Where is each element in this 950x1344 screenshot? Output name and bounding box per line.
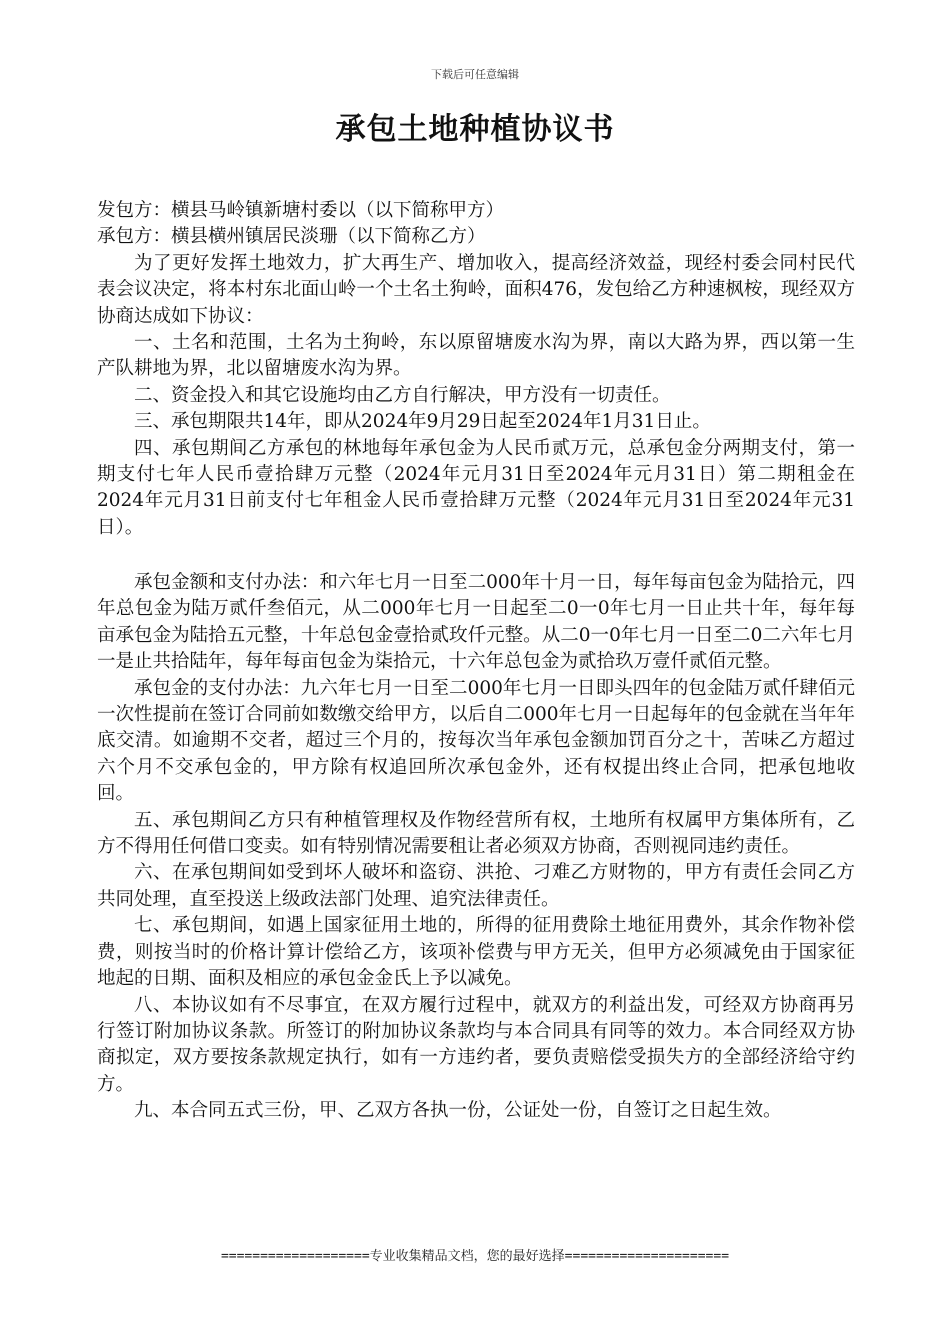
- paragraph: 发包方：横县马岭镇新塘村委以（以下简称甲方）: [97, 200, 505, 221]
- paragraph: 八、本协议如有不尽事宜，在双方履行过程中，就双方的利益出发，可经双方协商再另行签订附加协议条款。所签订的附加协议条款均与本合同具有同等的效力。本合同经双方协商拟定，双方要按条款规定执行，如有一方违约者，要负责赔偿受损失方的全部经济给守约方。: [97, 994, 855, 1095]
- header-note: 下载后可任意编辑: [431, 68, 519, 81]
- paragraph: 九、本合同五式三份，甲、乙双方各执一份，公证处一份，自签订之日起生效。: [134, 1100, 782, 1122]
- paragraph: 三、承包期限共14年，即从2024年9月29日起至2024年1月31日止。: [134, 411, 711, 433]
- paragraph: 七、承包期间，如遇上国家征用土地的，所得的征用费除土地征用费外，其余作物补偿费，则按当时的价格计算计偿给乙方，该项补偿费与甲方无关，但甲方必须减免由于国家征地起的日期、面积及相应的承包金金氏上予以减免。: [97, 915, 855, 990]
- paragraph: 二、资金投入和其它设施均由乙方自行解决，甲方没有一切责任。: [134, 384, 671, 406]
- paragraph: 为了更好发挥土地效力，扩大再生产、增加收入，提高经济效益，现经村委会同村民代表会议决定，将本村东北面山岭一个土名土狗岭，面积476，发包给乙方种速枫桉，现经双方协商达成如下协议：: [97, 252, 855, 327]
- paragraph: 承包金额和支付办法：和六年七月一日至二000年十月一日，每年每亩包金为陆拾元，四年总包金为陆万贰仟叁佰元，从二000年七月一日起至二0一0年七月一日止共十年，每年每亩承包金为陆拾五元整，十年总包金壹拾贰玫仟元整。从二0一0年七月一日至二0二六年七月一是止共拾陆年，每年每亩包金为柒拾元，十六年总包金为贰拾玖万壹仟贰佰元整。: [97, 572, 855, 673]
- document-title: 承包土地种植协议书: [335, 112, 615, 147]
- paragraph: 一、土名和范围，土名为土狗岭，东以原留塘废水沟为界，南以大路为界，西以第一生产队耕地为界，北以留塘废水沟为界。: [97, 332, 855, 380]
- agreement-section-one: [97, 198, 855, 541]
- paragraph: 六、在承包期间如受到坏人破坏和盗窃、洪抢、刁难乙方财物的，甲方有责任会同乙方共同处理，直至投送上级政法部门处理、追究法律责任。: [97, 862, 855, 910]
- paragraph: 承包金的支付办法：九六年七月一日至二000年七月一日即头四年的包金陆万贰仟肆佰元一次性提前在签订合同前如数缴交给甲方，以后自二000年七月一日起每年的包金就在当年年底交清。如逾期不交者，超过三个月的，按每次当年承包金额加罚百分之十，苦味乙方超过六个月不交承包金的，甲方除有权追回所次承包金外，还有权提出终止合同，把承包地收回。: [97, 677, 855, 805]
- footer-banner: ===================专业收集精品文档，您的最好选择=====================: [220, 1249, 730, 1264]
- paragraph: 承包方：横县横州镇居民淡珊（以下简称乙方）: [97, 226, 486, 248]
- paragraph: 五、承包期间乙方只有种植管理权及作物经营所有权，土地所有权属甲方集体所有，乙方不得用任何借口变卖。如有特别情况需要租让者必须双方协商，否则视同违约责任。: [97, 809, 855, 858]
- paragraph: 四、承包期间乙方承包的林地每年承包金为人民币贰万元，总承包金分两期支付，第一期支付七年人民币壹拾肆万元整（2024年元月31日至2024年元月31日）第二期租金在2024年元月31日前支付七年租金人民币壹拾肆万元整（2024年元月31日至2024年元31日）。: [97, 437, 855, 538]
- agreement-section-two: [97, 570, 855, 1125]
